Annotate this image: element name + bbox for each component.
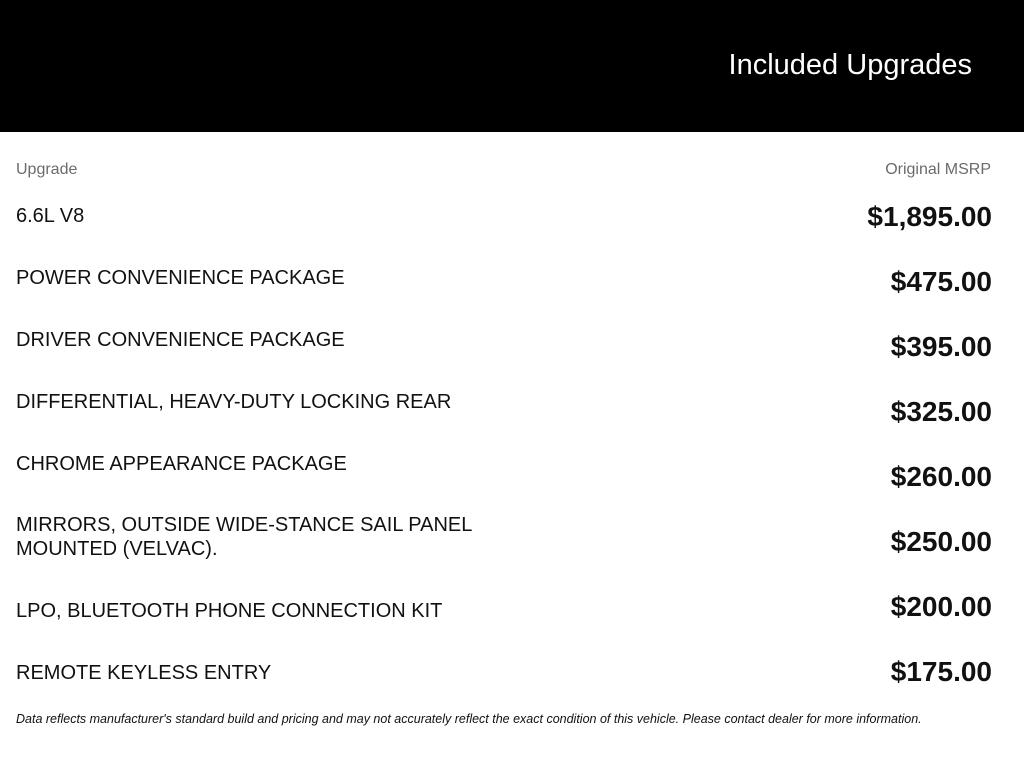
upgrade-name: DRIVER CONVENIENCE PACKAGE bbox=[16, 329, 345, 351]
upgrade-price: $395.00 bbox=[890, 331, 992, 362]
upgrade-name: DIFFERENTIAL, HEAVY-DUTY LOCKING REAR bbox=[16, 391, 452, 413]
disclaimer-footnote: Data reflects manufacturer's standard build and pricing and may not accurately reflect the exact condition of this vehicle. Please contact dealer for more information. bbox=[16, 712, 922, 726]
upgrade-price: $250.00 bbox=[890, 526, 992, 557]
header-banner bbox=[0, 0, 1024, 132]
column-header-msrp: Original MSRP bbox=[885, 161, 991, 178]
upgrade-name: REMOTE KEYLESS ENTRY bbox=[16, 662, 272, 684]
upgrade-price: $325.00 bbox=[890, 396, 992, 427]
upgrade-price: $200.00 bbox=[890, 591, 992, 622]
upgrade-name: MIRRORS, OUTSIDE WIDE-STANCE SAIL PANEL MOUNTED (VELVAC). bbox=[16, 514, 472, 560]
upgrade-price: $260.00 bbox=[890, 461, 992, 492]
page-title: Included Upgrades bbox=[728, 49, 972, 81]
upgrade-price: $175.00 bbox=[890, 656, 992, 687]
upgrade-name: POWER CONVENIENCE PACKAGE bbox=[16, 267, 345, 289]
upgrade-price: $475.00 bbox=[890, 266, 992, 297]
upgrade-name: LPO, BLUETOOTH PHONE CONNECTION KIT bbox=[16, 600, 443, 622]
column-header-upgrade: Upgrade bbox=[16, 161, 78, 178]
upgrade-name: 6.6L V8 bbox=[16, 205, 85, 227]
upgrade-price: $1,895.00 bbox=[867, 201, 992, 232]
upgrade-name: CHROME APPEARANCE PACKAGE bbox=[16, 453, 347, 475]
